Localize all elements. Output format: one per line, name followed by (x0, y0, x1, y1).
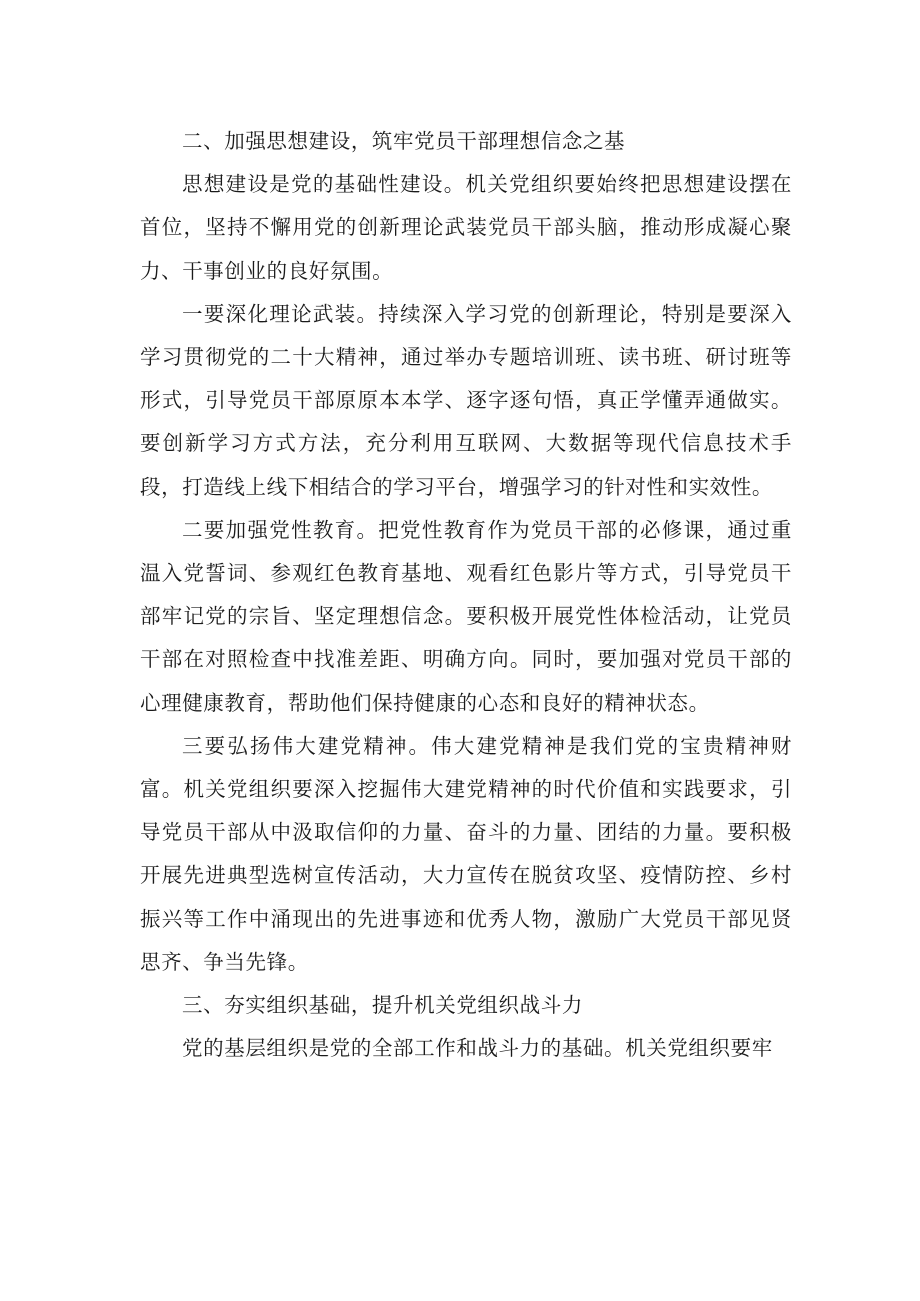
paragraph-thought-building: 思想建设是党的基础性建设。机关党组织要始终把思想建设摆在首位，坚持不懈用党的创新理论武装党员干部头脑，推动形成凝心聚力、干事创业的良好氛围。 (140, 172, 792, 283)
section-heading-2: 二、加强思想建设，筑牢党员干部理想信念之基 (182, 129, 626, 153)
paragraph-party-founding-spirit: 三要弘扬伟大建党精神。伟大建党精神是我们党的宝贵精神财富。机关党组织要深入挖掘伟大建党精神的时代价值和实践要求，引导党员干部从中汲取信仰的力量、奋斗的力量、团结的力量。要积极开展先进典型选树宣传活动，大力宣传在脱贫攻坚、疫情防控、乡村振兴等工作中涌现出的先进事迹和优秀人物，激励广大党员干部见贤思齐、争当先锋。 (140, 733, 792, 974)
paragraph-grassroots-organization: 党的基层组织是党的全部工作和战斗力的基础。机关党组织要牢 (182, 1036, 773, 1061)
document-body (140, 120, 792, 1070)
paragraph-party-spirit-education: 二要加强党性教育。把党性教育作为党员干部的必修课，通过重温入党誓词、参观红色教育基地、观看红色影片等方式，引导党员干部牢记党的宗旨、坚定理想信念。要积极开展党性体检活动，让党员干部在对照检查中找准差距、明确方向。同时，要加强对党员干部的心理健康教育，帮助他们保持健康的心态和良好的精神状态。 (140, 517, 792, 715)
paragraph-theory-arming: 一要深化理论武装。持续深入学习党的创新理论，特别是要深入学习贯彻党的二十大精神，通过举办专题培训班、读书班、研讨班等形式，引导党员干部原原本本学、逐字逐句悟，真正学懂弄通做实。要创新学习方式方法，充分利用互联网、大数据等现代信息技术手段，打造线上线下相结合的学习平台，增强学习的针对性和实效性。 (140, 301, 792, 499)
section-heading-3: 三、夯实组织基础，提升机关党组织战斗力 (182, 993, 583, 1018)
